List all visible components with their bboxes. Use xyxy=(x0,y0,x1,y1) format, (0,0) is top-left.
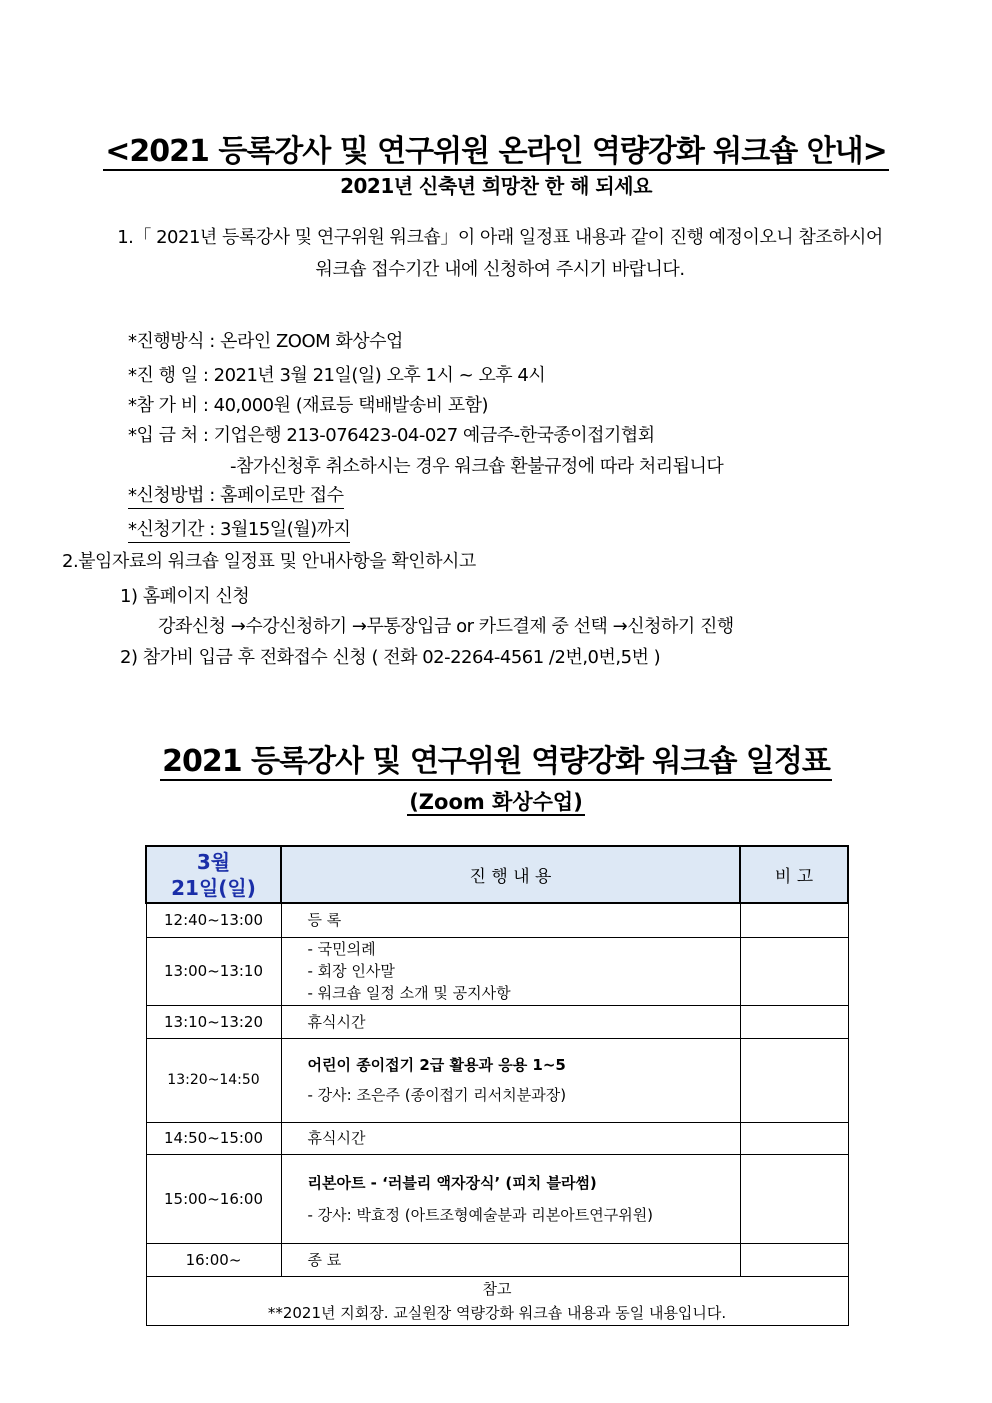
table-footer-row xyxy=(146,1276,848,1325)
row-content xyxy=(281,1154,740,1243)
page-subtitle: 2021년 신축년 희망찬 한 해 되세요 xyxy=(340,174,652,198)
info-date: *진 행 일 : 2021년 3월 21일(일) 오후 1시 ~ 오후 4시 xyxy=(128,365,546,386)
row-line: - 강사: 조은주 (종이접기 리서치분과장) xyxy=(307,1086,567,1104)
section-2-2: 2) 참가비 입금 후 전화접수 신청 ( 전화 02-2264-4561 /2번,0번,5번 ) xyxy=(120,647,661,668)
row-time: 14:50~15:00 xyxy=(146,1122,281,1154)
row-note xyxy=(740,1005,848,1038)
section-2: 2.붙임자료의 워크숍 일정표 및 안내사항을 확인하시고 xyxy=(62,551,476,572)
row-content: 등 록 xyxy=(281,903,740,937)
header-date-month: 3월 xyxy=(196,849,231,874)
row-content: 휴식시간 xyxy=(281,1122,740,1154)
row-line: - 국민의례 xyxy=(307,940,376,958)
row-note xyxy=(740,1243,848,1276)
section-2-1: 1) 홈페이지 신청 xyxy=(120,586,250,607)
row-time: 15:00~16:00 xyxy=(146,1154,281,1243)
info-apply-period: *신청기간 : 3월15일(월)까지 xyxy=(128,515,350,541)
intro-paragraph xyxy=(60,222,940,286)
header-content: 진 행 내 용 xyxy=(281,846,740,903)
table-row xyxy=(146,1038,848,1122)
header-date xyxy=(146,846,281,903)
row-time: 12:40~13:00 xyxy=(146,903,281,937)
row-time: 13:10~13:20 xyxy=(146,1005,281,1038)
table-row xyxy=(146,1122,848,1154)
row-note xyxy=(740,1122,848,1154)
info-method: *진행방식 : 온라인 ZOOM 화상수업 xyxy=(128,331,403,352)
row-content: 휴식시간 xyxy=(281,1005,740,1038)
footer-title: 참고 xyxy=(482,1279,512,1298)
row-time: 13:20~14:50 xyxy=(146,1038,281,1122)
row-line: - 회장 인사말 xyxy=(307,962,395,980)
schedule-subtitle: (Zoom 화상수업) xyxy=(409,790,583,814)
row-time: 13:00~13:10 xyxy=(146,937,281,1005)
header-note: 비 고 xyxy=(740,846,848,903)
table-footer xyxy=(146,1276,848,1325)
page-title: <2021 등록강사 및 연구위원 온라인 역량강화 워크숍 안내> xyxy=(105,134,887,169)
schedule-title: 2021 등록강사 및 연구위원 역량강화 워크숍 일정표 xyxy=(162,744,830,779)
row-content xyxy=(281,1038,740,1122)
row-content: 종 료 xyxy=(281,1243,740,1276)
info-account: *입 금 처 : 기업은행 213-076423-04-027 예금주-한국종이접기협회 xyxy=(128,425,655,446)
row-line: - 워크숍 일정 소개 및 공지사항 xyxy=(307,984,511,1002)
table-row xyxy=(146,903,848,937)
row-line: - 강사: 박효정 (아트조형예술분과 리본아트연구위원) xyxy=(307,1205,654,1224)
table-row xyxy=(146,1005,848,1038)
info-fee: *참 가 비 : 40,000원 (재료등 택배발송비 포함) xyxy=(128,395,489,416)
table-header-row xyxy=(146,846,848,903)
table-row xyxy=(146,937,848,1005)
table-row xyxy=(146,1243,848,1276)
footer-text: **2021년 지회장. 교실원장 역량강화 워크숍 내용과 동일 내용입니다. xyxy=(267,1303,727,1322)
table-row xyxy=(146,1154,848,1243)
intro-line-2: 워크숍 접수기간 내에 신청하여 주시기 바랍니다. xyxy=(315,259,685,280)
row-line: 어린이 종이접기 2급 활용과 응용 1~5 xyxy=(307,1056,566,1074)
header-date-day: 21일(일) xyxy=(171,875,256,900)
row-note xyxy=(740,1154,848,1243)
row-note xyxy=(740,1038,848,1122)
row-line: 리본아트 - ‘러블리 액자장식’ (피치 블라썸) xyxy=(307,1173,597,1192)
info-apply-method: *신청방법 : 홈페이로만 접수 xyxy=(128,481,344,507)
row-content xyxy=(281,937,740,1005)
row-note xyxy=(740,903,848,937)
intro-line-1: 1.「 2021년 등록강사 및 연구위원 워크숍」이 아래 일정표 내용과 같이 진행 예정이오니 참조하시어 xyxy=(117,227,883,248)
section-2-1-detail: 강좌신청 →수강신청하기 →무통장입금 or 카드결제 중 선택 →신청하기 진행 xyxy=(158,616,734,637)
row-note xyxy=(740,937,848,1005)
row-time: 16:00~ xyxy=(146,1243,281,1276)
schedule-table xyxy=(145,845,849,1326)
info-refund: -참가신청후 취소하시는 경우 워크숍 환불규정에 따라 처리됩니다 xyxy=(230,456,724,477)
